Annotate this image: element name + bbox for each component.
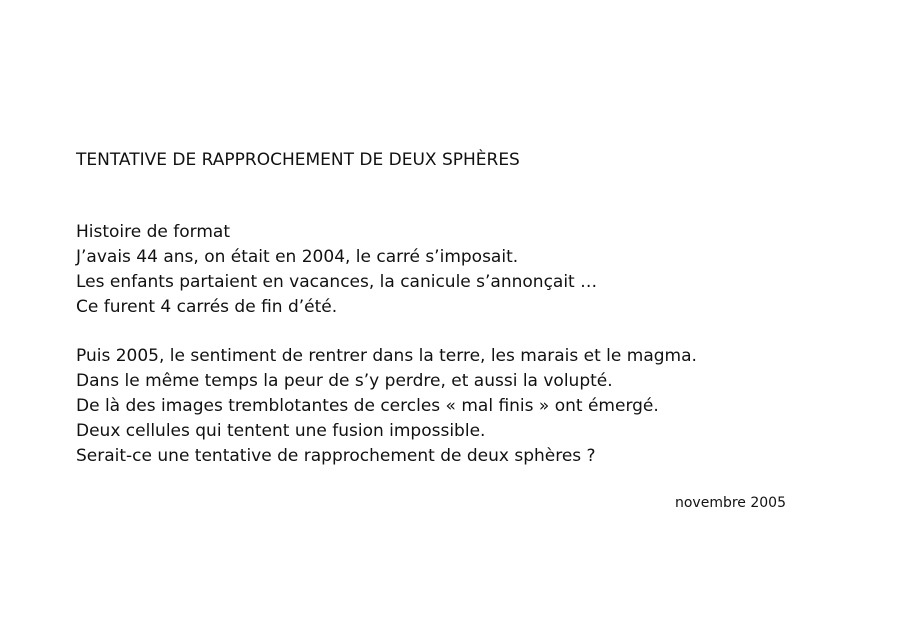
document-date: novembre 2005 — [674, 495, 786, 511]
paragraph-1 — [76, 220, 597, 320]
paragraph-1-line: Les enfants partaient en vacances, la canicule s’annonçait … — [76, 272, 598, 292]
paragraph-2-line: Puis 2005, le sentiment de rentrer dans la terre, les marais et le magma. — [76, 346, 697, 366]
paragraph-2-line: Deux cellules qui tentent une fusion impossible. — [76, 421, 486, 441]
paragraph-1-line: Histoire de format — [76, 222, 231, 242]
paragraph-2-line: Dans le même temps la peur de s’y perdre, et aussi la volupté. — [76, 371, 613, 391]
document-title: TENTATIVE DE RAPPROCHEMENT DE DEUX SPHÈRES — [76, 150, 520, 170]
paragraph-2-line: De là des images tremblotantes de cercles « mal finis » ont émergé. — [76, 396, 659, 416]
paragraph-1-line: J’avais 44 ans, on était en 2004, le carré s’imposait. — [76, 247, 519, 267]
paragraph-1-line: Ce furent 4 carrés de fin d’été. — [76, 297, 338, 317]
paragraph-2-line: Serait-ce une tentative de rapprochement de deux sphères ? — [76, 446, 596, 466]
paragraph-2 — [76, 344, 697, 469]
